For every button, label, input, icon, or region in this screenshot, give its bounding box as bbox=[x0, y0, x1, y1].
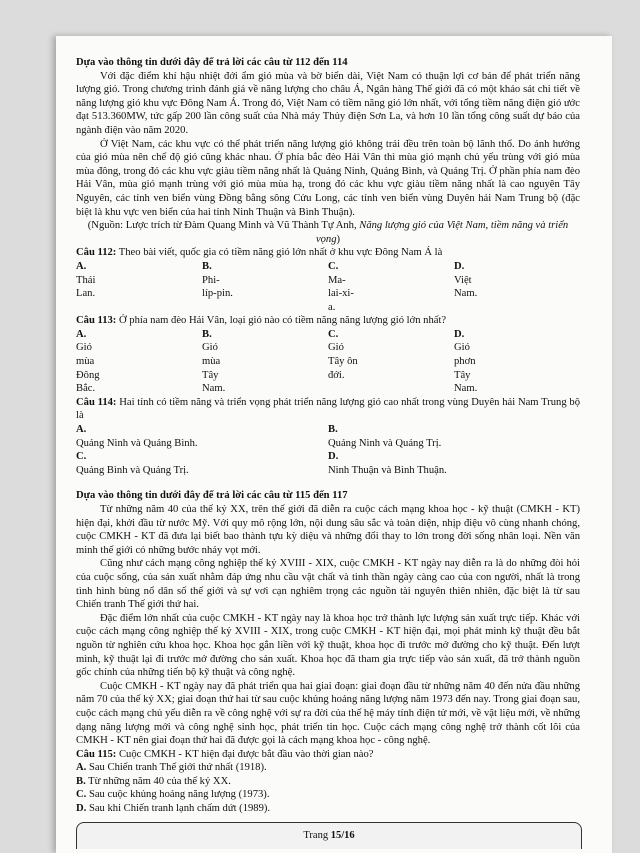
option-c[interactable] bbox=[76, 450, 328, 477]
option-key: C. bbox=[76, 789, 87, 801]
question-113-text: Ở phía nam đèo Hải Vân, loại gió nào có tiềm năng năng lượng gió lớn nhất? bbox=[116, 315, 447, 327]
option-d[interactable] bbox=[454, 260, 580, 314]
option-key: D. bbox=[76, 803, 87, 815]
question-114-options-row-2 bbox=[76, 450, 580, 477]
question-112-options bbox=[76, 260, 580, 314]
option-text: Ma-lai-xi-a. bbox=[328, 274, 354, 313]
option-b[interactable] bbox=[76, 775, 580, 789]
source-title: Năng lượng gió của Việt Nam, tiềm năng và triển vọng bbox=[315, 220, 569, 245]
option-d[interactable] bbox=[328, 450, 580, 477]
option-text: Quảng Bình và Quảng Trị. bbox=[76, 464, 189, 476]
option-text: Sau Chiến tranh Thế giới thứ nhất (1918). bbox=[86, 762, 267, 774]
option-text: Việt Nam. bbox=[454, 274, 478, 300]
question-113 bbox=[76, 314, 580, 328]
option-key: B. bbox=[76, 775, 86, 787]
question-114-options-row-1 bbox=[76, 423, 580, 450]
section1-heading: Dựa vào thông tin dưới đây để trả lời các câu từ 112 đến 114 bbox=[76, 57, 348, 68]
question-114-text: Hai tỉnh có tiềm năng và triển vọng phát triển năng lượng gió cao nhất trong vùng Duyên hải Nam Trung bộ là bbox=[76, 396, 580, 422]
option-text: Ninh Thuận và Bình Thuận. bbox=[328, 464, 447, 476]
option-key: B. bbox=[202, 260, 212, 272]
section1-paragraph-2: Ở Việt Nam, các khu vực có thể phát triển năng lượng gió không trải đều trên toàn bộ lãnh thổ. Do ảnh hưởng của gió mùa nên chế độ gió cũng khác nhau. Ở phía bắc đèo Hải Vân thì mùa gió mạnh chủ yếu trùng với gió mùa mùa đông, trong đó các khu vực giàu tiềm năng nhất là Quảng Ninh, Quảng Bình, và Quảng Trị. Ở phần phía nam đèo Hải Vân, mùa gió mạnh trùng với gió mùa mùa hạ, trong đó các khu vực giàu tiềm năng nhất là cao nguyên Tây Nguyên, các tỉnh ven biển vùng Đồng bằng sông Cửu Long, các tỉnh ven biển vùng Duyên hải Nam Trung bộ (đặc biệt là khu vực ven biển của hai tỉnh Ninh Thuận và Bình Thuận). bbox=[76, 138, 580, 218]
question-113-label: Câu 113: bbox=[76, 315, 117, 327]
option-c[interactable] bbox=[328, 328, 454, 396]
page-footer bbox=[76, 822, 582, 849]
option-text: Gió Tây ôn đới. bbox=[328, 342, 358, 381]
question-115 bbox=[76, 748, 580, 762]
option-key: C. bbox=[328, 328, 339, 340]
option-d[interactable] bbox=[454, 328, 580, 396]
option-text: Quảng Ninh và Quảng Trị. bbox=[328, 437, 442, 449]
option-b[interactable] bbox=[328, 423, 580, 450]
question-115-text: Cuộc CMKH - KT hiện đại được bắt đầu vào thời gian nào? bbox=[116, 748, 374, 760]
page-number bbox=[77, 830, 581, 841]
question-114 bbox=[76, 396, 580, 423]
option-text: Quảng Ninh và Quảng Bình. bbox=[76, 437, 198, 449]
option-key: B. bbox=[202, 328, 212, 340]
section2-paragraph-1: Từ những năm 40 của thế kỷ XX, trên thế giới đã diễn ra cuộc cách mạng khoa học - kỹ thuật (CMKH - KT) hiện đại, khởi đầu từ nước Mỹ. Với quy mô rộng lớn, nội dung sâu sắc và toàn diện, nhịp điệu vô cùng nhanh chóng, cuộc CMKH - KT đã đưa lại biết bao thành tựu kỳ diệu và những đổi thay to lớn trong đời sống nhân loại. Nền văn minh thế giới có những bước nhảy vọt mới. bbox=[76, 504, 580, 556]
option-c[interactable] bbox=[328, 260, 454, 314]
option-text: Phi-líp-pin. bbox=[202, 274, 233, 300]
option-c[interactable] bbox=[76, 788, 580, 802]
page-number-value: 15/16 bbox=[330, 830, 355, 841]
question-115-label: Câu 115: bbox=[76, 748, 117, 760]
option-text: Sau khi Chiến tranh lạnh chấm dứt (1989). bbox=[86, 803, 271, 815]
option-d[interactable] bbox=[76, 802, 580, 816]
option-key: A. bbox=[76, 424, 87, 436]
option-key: D. bbox=[454, 328, 465, 340]
option-b[interactable] bbox=[202, 260, 328, 314]
source-suffix: ) bbox=[336, 233, 341, 245]
option-text: Gió phơn Tây Nam. bbox=[454, 342, 478, 395]
option-key: B. bbox=[328, 424, 338, 436]
option-text: Thái Lan. bbox=[76, 274, 96, 300]
question-112-label: Câu 112: bbox=[76, 247, 117, 259]
option-text: Sau cuộc khủng hoảng năng lượng (1973). bbox=[86, 789, 270, 801]
section2-paragraph-4: Cuộc CMKH - KT ngày nay đã phát triển qua hai giai đoạn: giai đoạn đầu từ những năm 40 đến nửa đầu những năm 70 của thế kỷ XX; giai đoạn thứ hai từ sau cuộc khủng hoảng năng lượng năm 1973 đến nay. Trong giai đoạn sau, cuộc cách mạng chủ yếu diễn ra về công nghệ với sự ra đời của thế hệ máy tính điện tử mới, về vật liệu mới, về những dạng năng lượng mới và công nghệ sinh học, phát triển tin học. Cuộc cách mạng công nghệ trở thành cốt lõi của CMKH - KT nên giai đoạn thứ hai đã được gọi là cách mạng khoa học - công nghệ. bbox=[76, 680, 580, 747]
option-a[interactable] bbox=[76, 423, 328, 450]
option-a[interactable] bbox=[76, 328, 202, 396]
option-a[interactable] bbox=[76, 260, 202, 314]
question-112 bbox=[76, 246, 580, 260]
question-112-text: Theo bài viết, quốc gia có tiềm năng gió lớn nhất ở khu vực Đông Nam Á là bbox=[116, 247, 443, 259]
option-b[interactable] bbox=[202, 328, 328, 396]
option-text: Gió mùa Đông Bắc. bbox=[76, 342, 100, 395]
option-key: A. bbox=[76, 762, 87, 774]
option-text: Từ những năm 40 của thế kỷ XX. bbox=[85, 775, 231, 787]
source-prefix: (Nguồn: Lược trích từ Đàm Quang Minh và Vũ Thành Tự Anh, bbox=[87, 220, 360, 232]
section2-paragraph-2: Cũng như cách mạng công nghiệp thế kỷ XVIII - XIX, cuộc CMKH - KT ngày nay diễn ra là do những đòi hỏi của cuộc sống, của sản xuất nhằm đáp ứng nhu cầu vật chất và tinh thần ngày càng cao của con người, nhất là trong tình hình bùng nổ dân số thế giới và sự vơi cạn nghiêm trọng các nguồn tài nguyên thiên nhiên, đặc biệt là từ sau Chiến tranh Thế giới thứ hai. bbox=[76, 558, 580, 611]
option-a[interactable] bbox=[76, 761, 580, 775]
question-114-label: Câu 114: bbox=[76, 396, 117, 408]
option-text: Gió mùa Tây Nam. bbox=[202, 342, 226, 395]
option-key: A. bbox=[76, 328, 87, 340]
section1-source bbox=[76, 219, 580, 246]
section2-heading: Dựa vào thông tin dưới đây để trả lời các câu từ 115 đến 117 bbox=[76, 490, 348, 502]
option-key: D. bbox=[454, 260, 465, 272]
option-key: D. bbox=[328, 451, 339, 463]
question-113-options bbox=[76, 328, 580, 396]
section2-paragraph-3: Đặc điểm lớn nhất của cuộc CMKH - KT ngày nay là khoa học trở thành lực lượng sản xuất trực tiếp. Khác với cuộc cách mạng công nghiệp thế kỷ XVIII - XIX, trong cuộc CMKH - KT hiện đại, mọi phát minh kỹ thuật đều bắt nguồn từ nghiên cứu khoa học. Khoa học gắn liền với kỹ thuật, khoa học đi trước mở đường cho kỹ thuật. Đến lượt mình, kỹ thuật lại đi trước mở đường cho sản xuất. Khoa học đã tham gia trực tiếp vào sản xuất, đã trở thành nguồn gốc chính của những tiến bộ kỹ thuật và công nghệ. bbox=[76, 612, 580, 679]
option-key: C. bbox=[76, 451, 87, 463]
option-key: C. bbox=[328, 260, 339, 272]
option-key: A. bbox=[76, 260, 87, 272]
page-number-prefix: Trang bbox=[303, 830, 331, 841]
page-content bbox=[76, 54, 580, 816]
section1-paragraph-1: Với đặc điểm khí hậu nhiệt đới ẩm gió mùa và bờ biển dài, Việt Nam có thuận lợi cơ bản để phát triển năng lượng gió. Trong chương trình đánh giá về năng lượng cho châu Á, Ngân hàng Thế giới đã có một khảo sát chi tiết về năng lượng gió khu vực Đông Nam Á. Trong đó, Việt Nam có tiềm năng gió lớn nhất, với tổng tiềm năng điện gió ước đạt 513.360MW, tức gấp 200 lần công suất của Nhà máy Thủy điện Sơn La, và hơn 10 lần tổng công suất dự báo của ngành điện vào năm 2020. bbox=[76, 70, 580, 136]
